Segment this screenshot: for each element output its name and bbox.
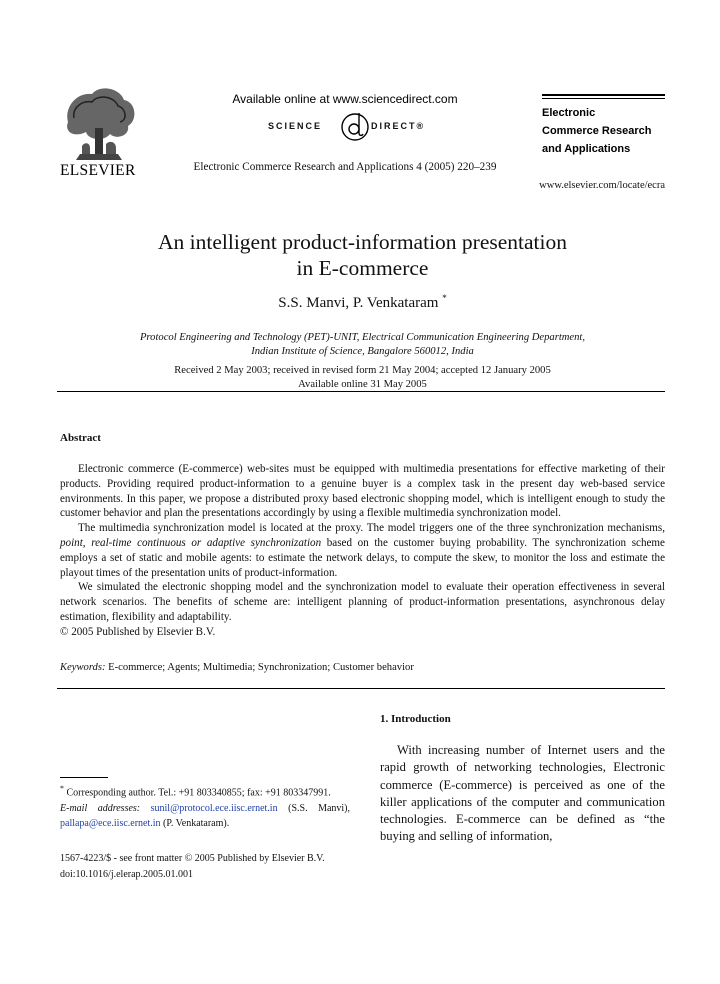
available-date: Available online 31 May 2005 xyxy=(298,379,427,390)
author-names: S.S. Manvi, P. Venkataram xyxy=(278,295,439,311)
corresponding-author: Corresponding author. Tel.: +91 803340855; fax: +91 803347991. xyxy=(66,787,331,799)
received-dates: Received 2 May 2003; received in revised form 21 May 2004; accepted 12 January 2005 xyxy=(174,365,551,376)
section-heading: 1. Introduction xyxy=(380,713,451,725)
publisher-name: ELSEVIER xyxy=(60,162,136,179)
sd-right-word: DIRECT® xyxy=(371,121,426,131)
front-matter xyxy=(60,851,360,882)
journal-box-line: and Applications xyxy=(542,143,631,155)
abstract-paragraph xyxy=(60,521,665,580)
email-label: E-mail addresses: xyxy=(60,802,141,814)
affiliation-line: Indian Institute of Science, Bangalore 560012, India xyxy=(251,346,474,357)
abstract-heading: Abstract xyxy=(60,432,101,444)
keywords-label: Keywords: xyxy=(60,662,106,673)
affiliation-line: Protocol Engineering and Technology (PET)-UNIT, Electrical Communication Engineering Department, xyxy=(139,332,586,343)
intro-body xyxy=(380,742,665,846)
title-line: in E-commerce xyxy=(296,256,429,280)
doi[interactable]: doi:10.1016/j.elerap.2005.01.001 xyxy=(60,868,194,880)
article-dates xyxy=(60,364,665,392)
journal-citation: Electronic Commerce Research and Applications 4 (2005) 220–239 xyxy=(193,161,497,173)
article-title xyxy=(60,229,665,281)
abstract-text: The multimedia synchronization model is located at the proxy. The model triggers one of the three synchronization mechanisms, xyxy=(78,522,665,535)
journal-box xyxy=(542,94,665,158)
available-online: Available online at www.sciencedirect.com xyxy=(232,92,458,106)
elsevier-tree-icon xyxy=(60,82,138,162)
email-owner: (S.S. Manvi), xyxy=(288,802,351,814)
footnote-rule xyxy=(60,777,108,778)
journal-box-line: Electronic xyxy=(542,107,596,119)
abstract-body xyxy=(60,462,665,640)
title-line: An intelligent product-information presentation xyxy=(158,230,567,254)
copyright: © 2005 Published by Elsevier B.V. xyxy=(60,625,216,638)
author-mark[interactable]: * xyxy=(442,293,447,303)
elsevier-logo xyxy=(60,82,146,180)
divider xyxy=(542,94,665,96)
divider xyxy=(57,688,665,689)
issn-line: 1567-4223/$ - see front matter © 2005 Published by Elsevier B.V. xyxy=(60,853,325,864)
sd-left-word: SCIENCE xyxy=(268,121,323,131)
journal-box-line: Commerce Research xyxy=(542,125,652,137)
authors xyxy=(60,293,665,312)
divider xyxy=(542,98,665,99)
divider xyxy=(57,391,665,392)
abstract-italic: point, real-time continuous or adaptive synchronization xyxy=(60,536,322,549)
email-link[interactable]: sunil@protocol.ece.iisc.ernet.in xyxy=(150,802,278,814)
abstract-text: based on the customer buying probability. The synchronization scheme employs a set of static and mobile agents: to estimate the network delays, to compute the skew, to monitor the loss and estimate the playout times of the presentation units of product-information. xyxy=(60,536,665,579)
email-owner: (P. Venkataram). xyxy=(163,818,230,830)
journal-url[interactable]: www.elsevier.com/locate/ecra xyxy=(539,180,665,191)
footnote xyxy=(60,781,350,832)
email-link[interactable]: pallapa@ece.iisc.ernet.in xyxy=(60,818,161,830)
affiliation xyxy=(60,331,665,359)
abstract-paragraph: Electronic commerce (E-commerce) web-sites must be equipped with multimedia presentations for effective marketing of their products. Providing required product-information to a genuine buyer is a complex task in the present day web-based service environments. In this paper, we propose a distributed proxy based electronic shopping model, which is intelligent enough to study the customer behavior and plan the presentations accordingly by using a flexible multimedia synchronization model. xyxy=(60,463,665,520)
intro-paragraph: With increasing number of Internet users and the rapid growth of networking technologies, Electronic commerce (E-commerce) is perceived as one of the killer applications of the computer and communication technologies. E-commerce can be defined as “the buying and selling of information, xyxy=(380,743,665,844)
footnote-mark: * xyxy=(60,784,64,793)
keywords-list: E-commerce; Agents; Multimedia; Synchronization; Customer behavior xyxy=(108,662,414,673)
sciencedirect-at-icon xyxy=(340,109,370,143)
abstract-paragraph: We simulated the electronic shopping model and the synchronization model to evaluate their operation effectiveness in several network scenarios. The benefits of scheme are: intelligent planning of product-information presentations, asynchronous delay estimation, flexibility and adaptability. xyxy=(60,581,665,623)
keywords xyxy=(60,662,665,673)
sciencedirect-logo xyxy=(268,109,438,145)
